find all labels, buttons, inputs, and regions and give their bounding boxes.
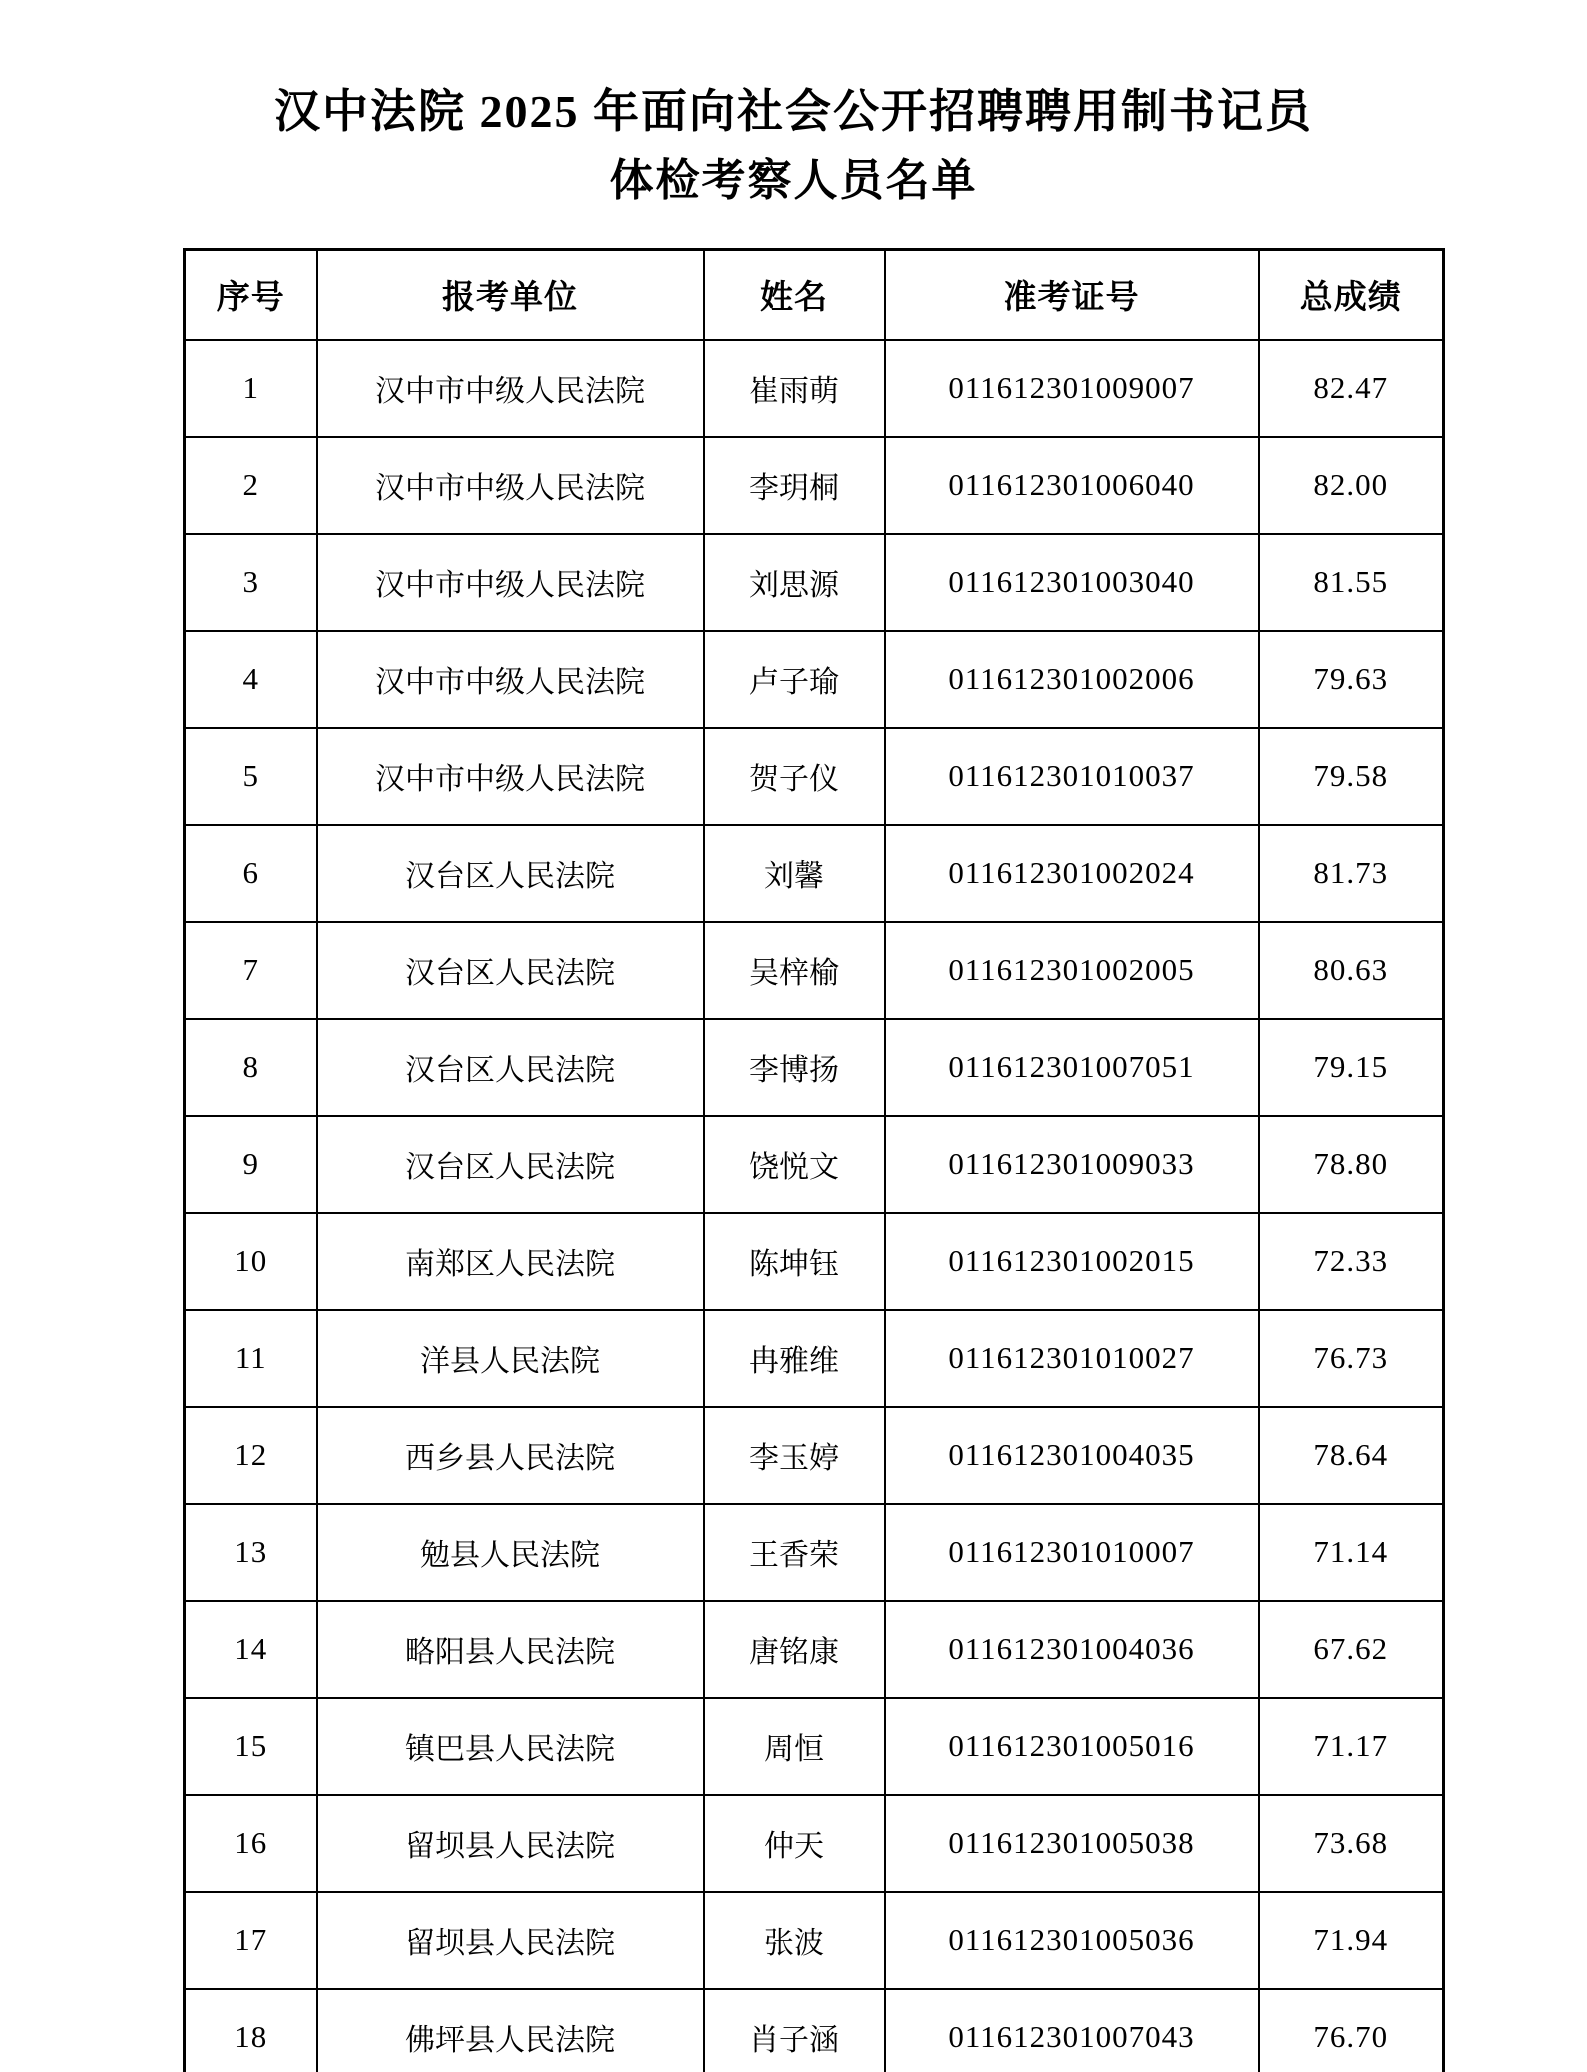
cell-index: 18 [185,1989,317,2072]
cell-ticket: 011612301003040 [885,534,1259,631]
table-row [185,1504,1444,1601]
cell-index: 8 [185,1019,317,1116]
cell-index: 12 [185,1407,317,1504]
cell-ticket: 011612301002015 [885,1213,1259,1310]
table-header-row [185,249,1444,340]
cell-name: 张波 [704,1892,885,1989]
cell-name: 贺子仪 [704,728,885,825]
table-row [185,340,1444,437]
cell-ticket: 011612301002005 [885,922,1259,1019]
cell-index: 3 [185,534,317,631]
table-row [185,631,1444,728]
table-row [185,922,1444,1019]
cell-ticket: 011612301004036 [885,1601,1259,1698]
cell-name: 唐铭康 [704,1601,885,1698]
header-cell-unit: 报考单位 [317,249,704,340]
cell-score: 72.33 [1259,1213,1444,1310]
table-row [185,1989,1444,2072]
cell-score: 79.58 [1259,728,1444,825]
cell-unit: 汉中市中级人民法院 [317,728,704,825]
cell-ticket: 011612301005036 [885,1892,1259,1989]
table-row [185,728,1444,825]
cell-ticket: 011612301006040 [885,437,1259,534]
cell-unit: 留坝县人民法院 [317,1892,704,1989]
cell-score: 67.62 [1259,1601,1444,1698]
cell-name: 李玥桐 [704,437,885,534]
roster-table [183,248,1445,2072]
cell-ticket: 011612301010037 [885,728,1259,825]
cell-unit: 汉台区人民法院 [317,922,704,1019]
cell-score: 81.55 [1259,534,1444,631]
cell-unit: 留坝县人民法院 [317,1795,704,1892]
cell-ticket: 011612301007051 [885,1019,1259,1116]
cell-name: 肖子涵 [704,1989,885,2072]
cell-index: 9 [185,1116,317,1213]
header-cell-index: 序号 [185,249,317,340]
cell-unit: 西乡县人民法院 [317,1407,704,1504]
table-row [185,1019,1444,1116]
cell-name: 仲天 [704,1795,885,1892]
cell-score: 79.63 [1259,631,1444,728]
cell-index: 1 [185,340,317,437]
cell-unit: 镇巴县人民法院 [317,1698,704,1795]
table-row [185,1116,1444,1213]
cell-score: 79.15 [1259,1019,1444,1116]
table-row [185,1892,1444,1989]
cell-index: 17 [185,1892,317,1989]
cell-score: 73.68 [1259,1795,1444,1892]
cell-score: 76.73 [1259,1310,1444,1407]
table-row [185,825,1444,922]
cell-unit: 汉中市中级人民法院 [317,437,704,534]
cell-index: 5 [185,728,317,825]
cell-name: 周恒 [704,1698,885,1795]
cell-score: 78.80 [1259,1116,1444,1213]
cell-unit: 汉中市中级人民法院 [317,340,704,437]
cell-name: 吴梓榆 [704,922,885,1019]
cell-index: 16 [185,1795,317,1892]
cell-name: 崔雨萌 [704,340,885,437]
cell-ticket: 011612301010027 [885,1310,1259,1407]
cell-ticket: 011612301005038 [885,1795,1259,1892]
cell-unit: 洋县人民法院 [317,1310,704,1407]
cell-score: 71.94 [1259,1892,1444,1989]
cell-ticket: 011612301010007 [885,1504,1259,1601]
cell-ticket: 011612301007043 [885,1989,1259,2072]
table-row [185,1795,1444,1892]
table-row [185,534,1444,631]
cell-name: 李玉婷 [704,1407,885,1504]
cell-index: 2 [185,437,317,534]
cell-name: 刘思源 [704,534,885,631]
cell-name: 饶悦文 [704,1116,885,1213]
cell-unit: 勉县人民法院 [317,1504,704,1601]
cell-name: 刘馨 [704,825,885,922]
table-row [185,1601,1444,1698]
cell-unit: 汉台区人民法院 [317,1116,704,1213]
table-row [185,1310,1444,1407]
cell-unit: 汉台区人民法院 [317,1019,704,1116]
document-title-line2: 体检考察人员名单 [609,156,978,206]
document-title-line1: 汉中法院 2025 年面向社会公开招聘聘用制书记员 [274,86,1313,137]
cell-score: 82.00 [1259,437,1444,534]
table-row [185,1698,1444,1795]
cell-ticket: 011612301002024 [885,825,1259,922]
cell-index: 13 [185,1504,317,1601]
cell-index: 7 [185,922,317,1019]
cell-ticket: 011612301005016 [885,1698,1259,1795]
table-row [185,1213,1444,1310]
cell-score: 82.47 [1259,340,1444,437]
cell-score: 80.63 [1259,922,1444,1019]
cell-index: 14 [185,1601,317,1698]
cell-unit: 佛坪县人民法院 [317,1989,704,2072]
cell-index: 15 [185,1698,317,1795]
cell-name: 陈坤钰 [704,1213,885,1310]
cell-unit: 汉中市中级人民法院 [317,534,704,631]
table-row [185,1407,1444,1504]
cell-score: 71.14 [1259,1504,1444,1601]
header-cell-score: 总成绩 [1259,249,1444,340]
header-cell-ticket: 准考证号 [885,249,1259,340]
cell-unit: 汉台区人民法院 [317,825,704,922]
cell-index: 6 [185,825,317,922]
table-row [185,437,1444,534]
cell-ticket: 011612301004035 [885,1407,1259,1504]
cell-unit: 汉中市中级人民法院 [317,631,704,728]
cell-index: 4 [185,631,317,728]
cell-index: 11 [185,1310,317,1407]
header-cell-name: 姓名 [704,249,885,340]
cell-name: 李博扬 [704,1019,885,1116]
cell-name: 卢子瑜 [704,631,885,728]
cell-name: 冉雅维 [704,1310,885,1407]
cell-ticket: 011612301009007 [885,340,1259,437]
cell-ticket: 011612301009033 [885,1116,1259,1213]
cell-score: 81.73 [1259,825,1444,922]
cell-score: 71.17 [1259,1698,1444,1795]
cell-score: 76.70 [1259,1989,1444,2072]
cell-unit: 略阳县人民法院 [317,1601,704,1698]
cell-ticket: 011612301002006 [885,631,1259,728]
cell-index: 10 [185,1213,317,1310]
cell-score: 78.64 [1259,1407,1444,1504]
cell-name: 王香荣 [704,1504,885,1601]
cell-unit: 南郑区人民法院 [317,1213,704,1310]
